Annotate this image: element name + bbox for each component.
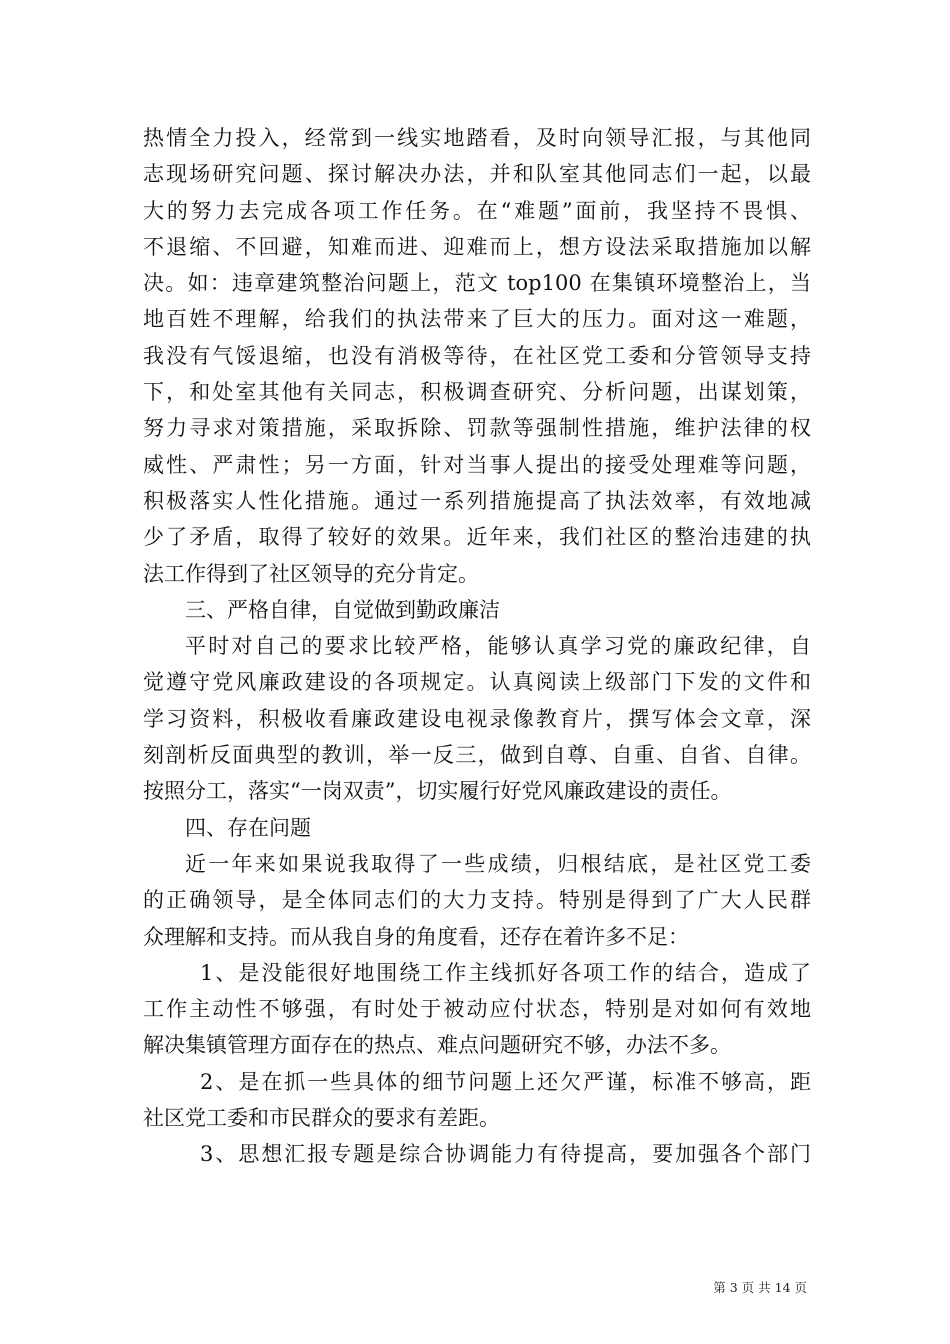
body-line: 努力寻求对策措施，采取拆除、罚款等强制性措施，维护法律的权	[143, 416, 811, 441]
list-item: 2、是在抓一些具体的细节问题上还欠严谨，标准不够高，距	[200, 1069, 811, 1094]
body-line: 决。如：违章建筑整治问题上，范文 top100 在集镇环境整治上，当	[143, 271, 811, 296]
body-line: 的正确领导，是全体同志们的大力支持。特别是得到了广大人民群	[143, 888, 811, 913]
body-line: 大的努力去完成各项工作任务。在“难题”面前，我坚持不畏惧、	[143, 198, 811, 223]
document-body	[143, 120, 811, 1173]
body-line: 工作主动性不够强，有时处于被动应付状态，特别是对如何有效地	[143, 997, 811, 1022]
body-line: 解决集镇管理方面存在的热点、难点问题研究不够，办法不多。	[143, 1033, 731, 1058]
body-line: 刻剖析反面典型的教训，举一反三，做到自尊、自重、自省、自律。	[143, 743, 811, 768]
body-line: 按照分工，落实“一岗双责”，切实履行好党风廉政建设的责任。	[143, 779, 732, 804]
body-line: 平时对自己的要求比较严格，能够认真学习党的廉政纪律，自	[185, 634, 811, 659]
page-number: 第 3 页 共 14 页	[713, 1280, 807, 1295]
section-heading: 三、严格自律，自觉做到勤政廉洁	[185, 597, 500, 622]
body-line: 不退缩、不回避，知难而进、迎难而上，想方设法采取措施加以解	[143, 234, 811, 259]
body-line: 觉遵守党风廉政建设的各项规定。认真阅读上级部门下发的文件和	[143, 670, 811, 695]
body-line: 社区党工委和市民群众的要求有差距。	[143, 1106, 500, 1131]
body-line: 学习资料，积极收看廉政建设电视录像教育片，撰写体会文章，深	[143, 706, 811, 731]
body-line: 威性、严肃性；另一方面，针对当事人提出的接受处理难等问题，	[143, 452, 811, 477]
section-heading: 四、存在问题	[185, 815, 311, 840]
body-line: 少了矛盾，取得了较好的效果。近年来，我们社区的整治违建的执	[143, 525, 811, 550]
body-line: 近一年来如果说我取得了一些成绩，归根结底，是社区党工委	[185, 851, 811, 876]
body-line: 热情全力投入，经常到一线实地踏看，及时向领导汇报，与其他同	[143, 126, 811, 150]
body-line: 地百姓不理解，给我们的执法带来了巨大的压力。面对这一难题，	[143, 307, 811, 332]
body-line: 下，和处室其他有关同志，积极调查研究、分析问题，出谋划策，	[143, 380, 811, 405]
body-line: 法工作得到了社区领导的充分肯定。	[143, 561, 479, 586]
list-item: 3、思想汇报专题是综合协调能力有待提高，要加强各个部门	[200, 1142, 811, 1167]
body-line: 众理解和支持。而从我自身的角度看，还存在着许多不足：	[143, 924, 689, 949]
body-line: 我没有气馁退缩，也没有消极等待，在社区党工委和分管领导支持	[143, 343, 811, 368]
body-line: 志现场研究问题、探讨解决办法，并和队室其他同志们一起，以最	[143, 162, 811, 187]
body-line: 积极落实人性化措施。通过一系列措施提高了执法效率，有效地减	[143, 488, 811, 513]
list-item: 1、是没能很好地围绕工作主线抓好各项工作的结合，造成了	[200, 960, 811, 985]
